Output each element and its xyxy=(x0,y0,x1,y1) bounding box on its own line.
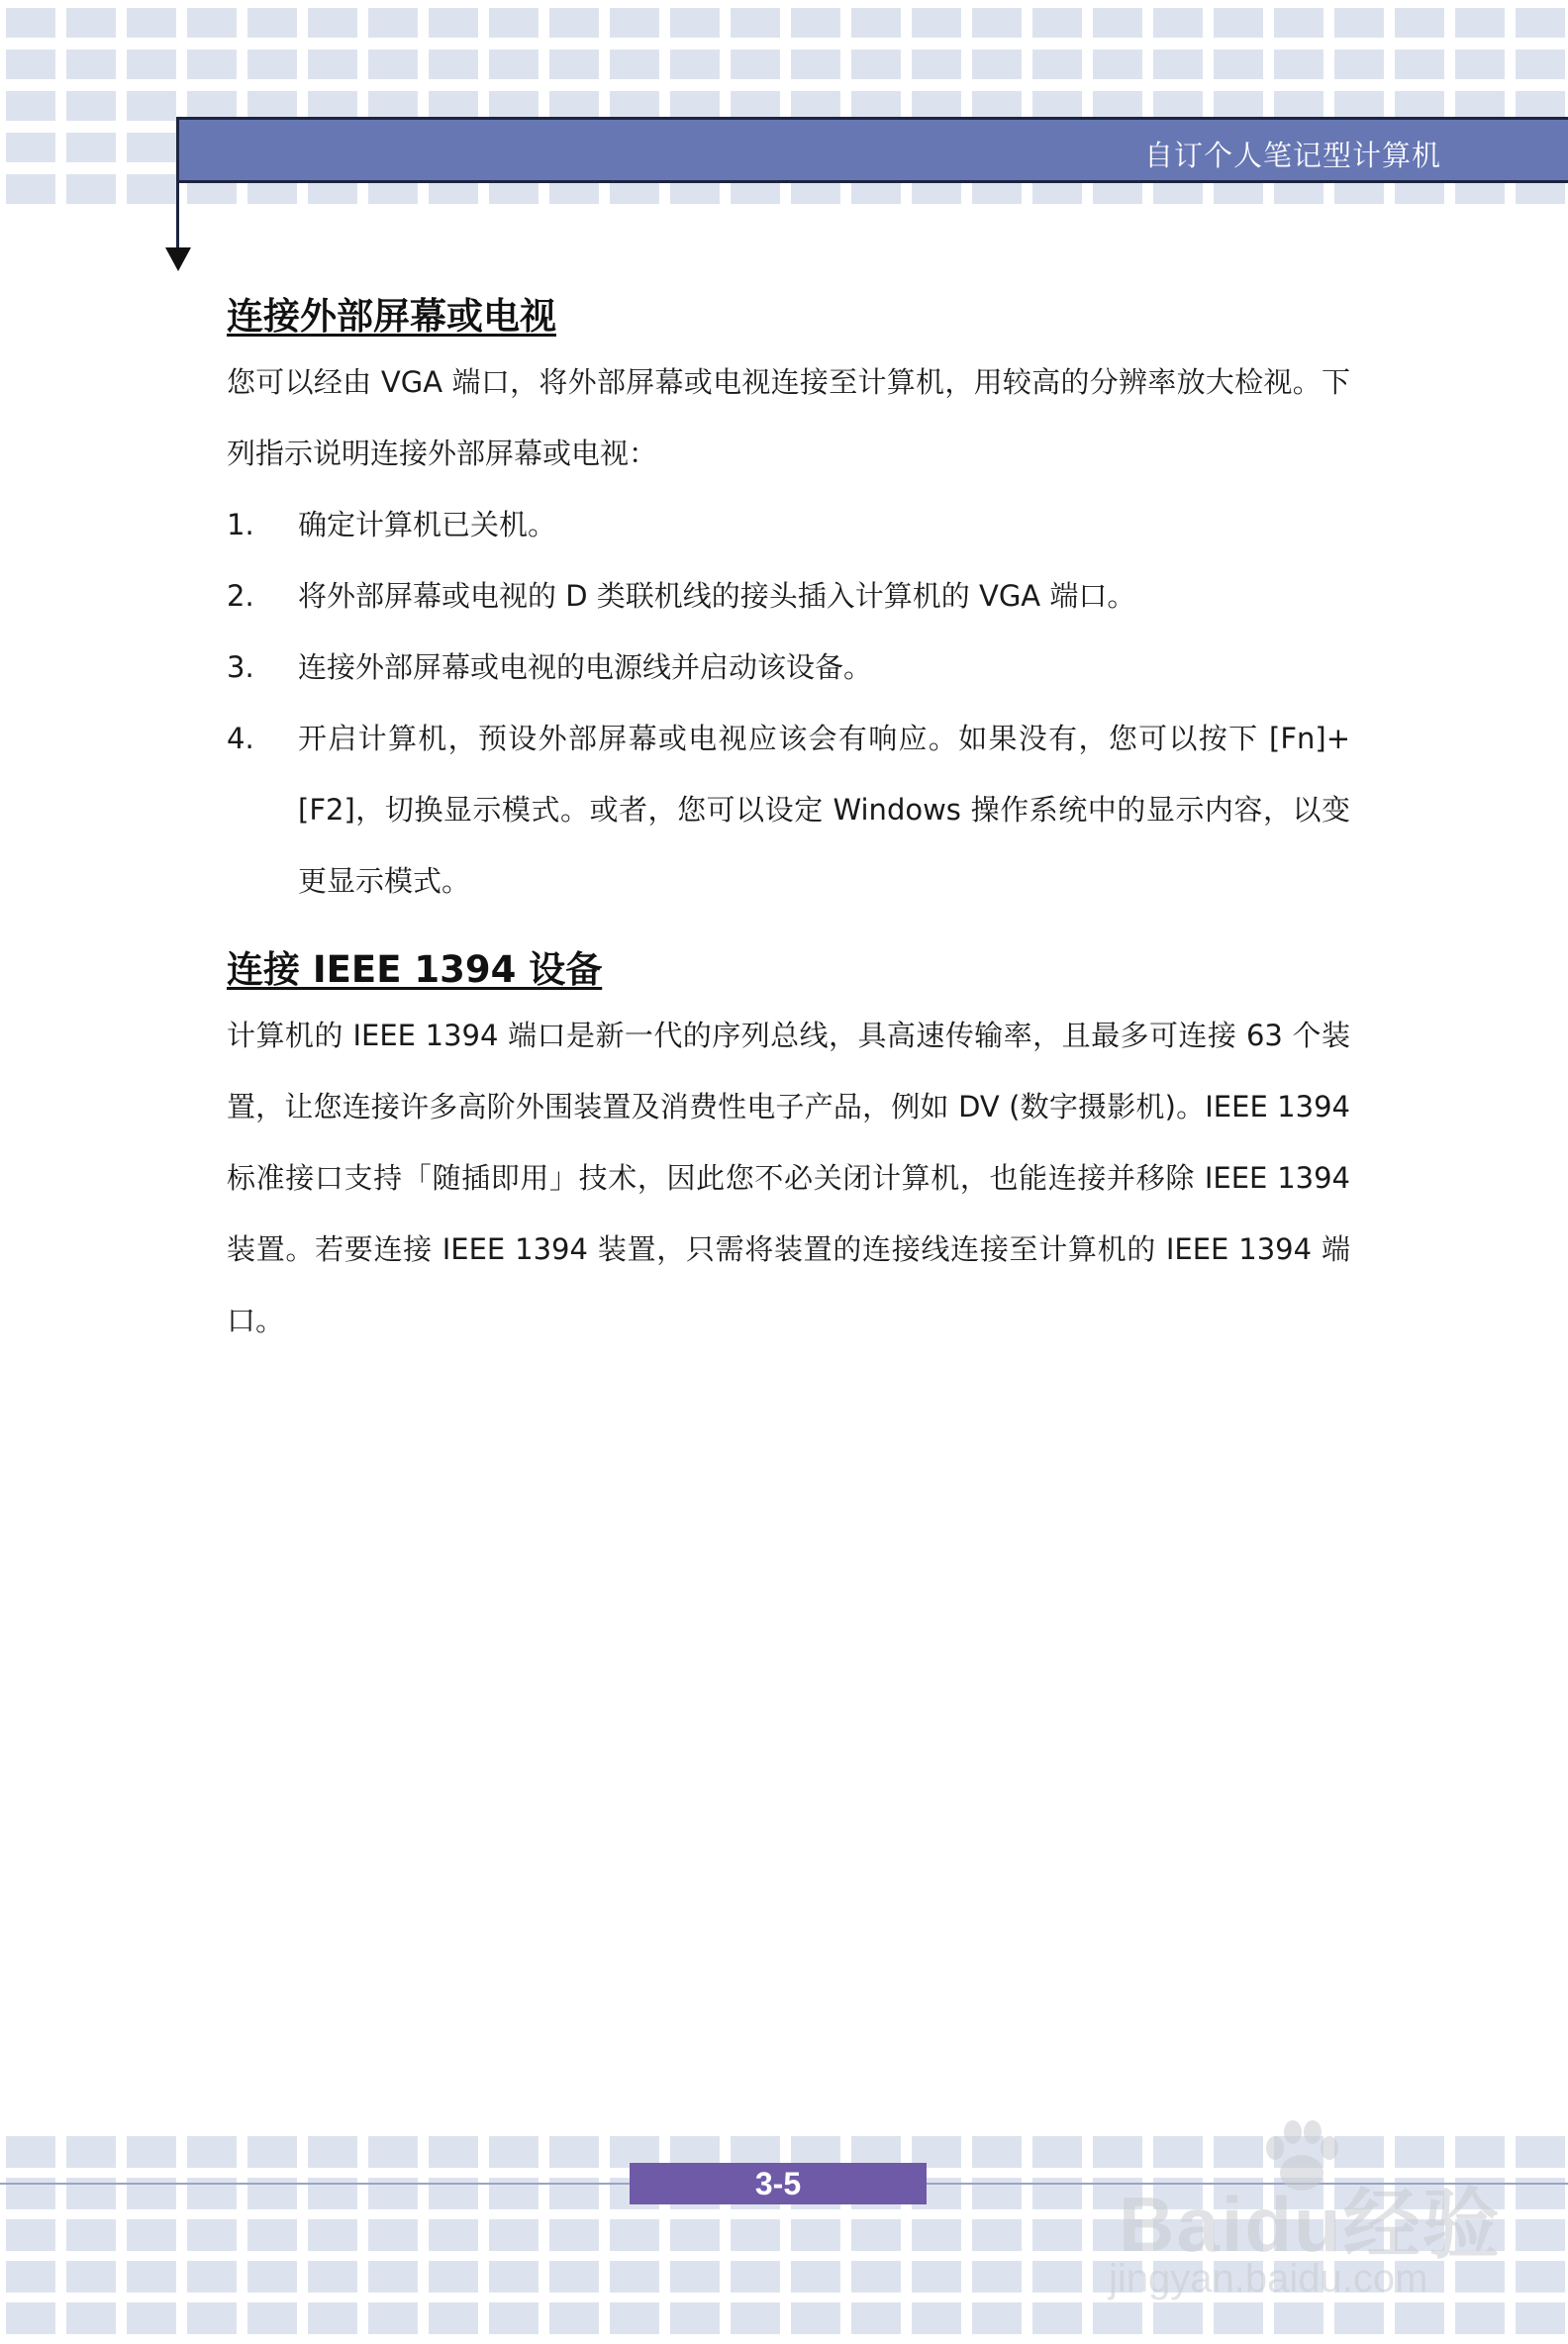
grid-tile xyxy=(368,2261,418,2293)
grid-tile xyxy=(1334,8,1384,38)
grid-tile xyxy=(368,8,418,38)
step-number: 1. xyxy=(227,508,254,541)
grid-tile xyxy=(549,2302,599,2334)
grid-tile xyxy=(66,133,116,162)
grid-tile xyxy=(972,2261,1022,2293)
grid-tile xyxy=(549,2136,599,2168)
list-item xyxy=(227,489,1350,560)
grid-tile xyxy=(610,2302,659,2334)
grid-tile xyxy=(1274,8,1323,38)
grid-tile xyxy=(1032,2302,1082,2334)
grid-tile xyxy=(429,2136,478,2168)
grid-tile xyxy=(1093,8,1142,38)
list-item xyxy=(227,560,1350,632)
grid-tile xyxy=(66,174,116,204)
grid-tile xyxy=(549,49,599,79)
grid-tile xyxy=(549,2261,599,2293)
grid-tile xyxy=(247,2136,297,2168)
grid-tile xyxy=(127,2136,176,2168)
grid-tile xyxy=(6,174,55,204)
grid-tile xyxy=(187,2261,237,2293)
grid-tile xyxy=(429,2219,478,2251)
grid-tile xyxy=(670,2219,720,2251)
grid-tile xyxy=(1214,49,1263,79)
grid-tile xyxy=(791,49,840,79)
grid-tile xyxy=(489,2219,539,2251)
section-body-ieee1394: 计算机的 IEEE 1394 端口是新一代的序列总线，具高速传输率，且最多可连接 63 个装置，让您连接许多高阶外围装置及消费性电子产品，例如 DV (数字摄影机)。IEEE 1394 标准接口支持「随插即用」技术，因此您不必关闭计算机，也能连接并移除 IEEE 1394 装置。若要连接 IEEE 1394 装置，只需将装置的连接线连接至计算机的 IEEE 1394 端口。 xyxy=(227,1019,1350,1337)
grid-tile xyxy=(670,2261,720,2293)
grid-tile xyxy=(912,2219,961,2251)
grid-tile xyxy=(127,2219,176,2251)
grid-tile xyxy=(610,2219,659,2251)
grid-tile xyxy=(308,2219,357,2251)
step-text: 确定计算机已关机。 xyxy=(298,508,557,541)
grid-tile xyxy=(610,2261,659,2293)
grid-tile xyxy=(972,2136,1022,2168)
grid-tile xyxy=(670,2302,720,2334)
grid-tile xyxy=(731,2219,780,2251)
step-text: 开启计算机，预设外部屏幕或电视应该会有响应。如果没有，您可以按下 [Fn]+[F2]，切换显示模式。或者，您可以设定 Windows 操作系统中的显示内容，以变更显示模式。 xyxy=(298,722,1350,898)
grid-tile xyxy=(127,2302,176,2334)
grid-tile xyxy=(6,2302,55,2334)
grid-tile xyxy=(1455,49,1505,79)
header-bar xyxy=(176,117,1568,183)
section-title-ieee1394: 连接 IEEE 1394 设备 xyxy=(227,948,603,991)
grid-tile xyxy=(187,8,237,38)
grid-tile xyxy=(429,2302,478,2334)
grid-tile xyxy=(1032,49,1082,79)
grid-tile xyxy=(851,49,901,79)
grid-tile xyxy=(368,49,418,79)
page-number: 3-5 xyxy=(630,2163,927,2204)
grid-tile xyxy=(912,2302,961,2334)
grid-tile xyxy=(6,2136,55,2168)
grid-tile xyxy=(368,2302,418,2334)
grid-tile xyxy=(429,8,478,38)
grid-tile xyxy=(1214,8,1263,38)
step-text: 将外部屏幕或电视的 D 类联机线的接头插入计算机的 VGA 端口。 xyxy=(298,579,1136,613)
grid-tile xyxy=(670,49,720,79)
grid-tile xyxy=(127,49,176,79)
step-number: 4. xyxy=(227,722,254,755)
step-number: 2. xyxy=(227,579,254,613)
grid-tile xyxy=(429,49,478,79)
steps-list xyxy=(227,489,1350,917)
down-arrow-icon xyxy=(165,247,191,271)
grid-tile xyxy=(610,8,659,38)
watermark-main-text: Baidu经验 xyxy=(1119,2181,1502,2268)
baidu-jingyan-watermark xyxy=(1109,2118,1544,2316)
grid-tile xyxy=(489,2261,539,2293)
grid-tile xyxy=(851,2219,901,2251)
grid-tile xyxy=(610,49,659,79)
grid-tile xyxy=(972,8,1022,38)
grid-tile xyxy=(6,2219,55,2251)
grid-tile xyxy=(731,2302,780,2334)
step-number: 3. xyxy=(227,650,254,684)
grid-tile xyxy=(549,2219,599,2251)
grid-tile xyxy=(247,8,297,38)
page-content xyxy=(227,287,1350,1356)
grid-tile xyxy=(972,49,1022,79)
section-gap xyxy=(227,917,1350,940)
step-text: 连接外部屏幕或电视的电源线并启动该设备。 xyxy=(298,650,873,684)
grid-tile xyxy=(731,2261,780,2293)
grid-tile xyxy=(6,2261,55,2293)
grid-tile xyxy=(1516,8,1565,38)
grid-tile xyxy=(791,8,840,38)
grid-tile xyxy=(247,2219,297,2251)
grid-tile xyxy=(66,2219,116,2251)
grid-tile xyxy=(187,2302,237,2334)
grid-tile xyxy=(1274,49,1323,79)
grid-tile xyxy=(187,2219,237,2251)
grid-tile xyxy=(791,2219,840,2251)
grid-tile xyxy=(1153,49,1203,79)
grid-tile xyxy=(368,2219,418,2251)
grid-tile xyxy=(731,49,780,79)
grid-tile xyxy=(368,2136,418,2168)
grid-tile xyxy=(187,49,237,79)
grid-tile xyxy=(851,2302,901,2334)
grid-tile xyxy=(66,49,116,79)
grid-tile xyxy=(308,2302,357,2334)
grid-tile xyxy=(731,8,780,38)
grid-tile xyxy=(1032,2261,1082,2293)
list-item xyxy=(227,703,1350,917)
grid-tile xyxy=(1153,8,1203,38)
grid-tile xyxy=(6,49,55,79)
grid-tile xyxy=(308,49,357,79)
grid-tile xyxy=(489,8,539,38)
grid-tile xyxy=(549,8,599,38)
grid-tile xyxy=(6,91,55,121)
list-item xyxy=(227,632,1350,703)
grid-tile xyxy=(1032,2136,1082,2168)
grid-tile xyxy=(851,2261,901,2293)
section-title-external-display: 连接外部屏幕或电视 xyxy=(227,295,556,338)
grid-tile xyxy=(187,2136,237,2168)
grid-tile xyxy=(127,91,176,121)
grid-tile xyxy=(127,133,176,162)
grid-tile xyxy=(489,2136,539,2168)
grid-tile xyxy=(1395,49,1444,79)
grid-tile xyxy=(912,8,961,38)
grid-tile xyxy=(308,2136,357,2168)
grid-tile xyxy=(1093,49,1142,79)
grid-tile xyxy=(489,2302,539,2334)
grid-tile xyxy=(1516,49,1565,79)
grid-tile xyxy=(127,8,176,38)
grid-tile xyxy=(127,174,176,204)
grid-tile xyxy=(247,2261,297,2293)
grid-tile xyxy=(972,2302,1022,2334)
grid-tile xyxy=(670,8,720,38)
grid-tile xyxy=(66,91,116,121)
grid-tile xyxy=(6,133,55,162)
grid-tile xyxy=(791,2261,840,2293)
grid-tile xyxy=(66,2302,116,2334)
section-intro-external-display: 您可以经由 VGA 端口，将外部屏幕或电视连接至计算机，用较高的分辨率放大检视。下列指示说明连接外部屏幕或电视： xyxy=(227,365,1350,470)
grid-tile xyxy=(247,2302,297,2334)
grid-tile xyxy=(247,49,297,79)
grid-tile xyxy=(1395,8,1444,38)
grid-tile xyxy=(1455,8,1505,38)
grid-tile xyxy=(308,2261,357,2293)
grid-tile xyxy=(66,8,116,38)
header-grid-pattern xyxy=(0,0,1568,228)
header-title: 自订个人笔记型计算机 xyxy=(1143,139,1441,172)
grid-tile xyxy=(912,2261,961,2293)
grid-tile xyxy=(791,2302,840,2334)
grid-tile xyxy=(308,8,357,38)
grid-tile xyxy=(851,8,901,38)
grid-tile xyxy=(66,2136,116,2168)
grid-tile xyxy=(1032,8,1082,38)
grid-tile xyxy=(489,49,539,79)
grid-tile xyxy=(1334,49,1384,79)
grid-tile xyxy=(429,2261,478,2293)
grid-tile xyxy=(6,8,55,38)
header-stem xyxy=(176,117,179,250)
grid-tile xyxy=(1032,2219,1082,2251)
grid-tile xyxy=(972,2219,1022,2251)
grid-tile xyxy=(912,49,961,79)
grid-tile xyxy=(127,2261,176,2293)
grid-tile xyxy=(66,2261,116,2293)
watermark-sub-text: jingyan.baidu.com xyxy=(1109,2257,1428,2300)
